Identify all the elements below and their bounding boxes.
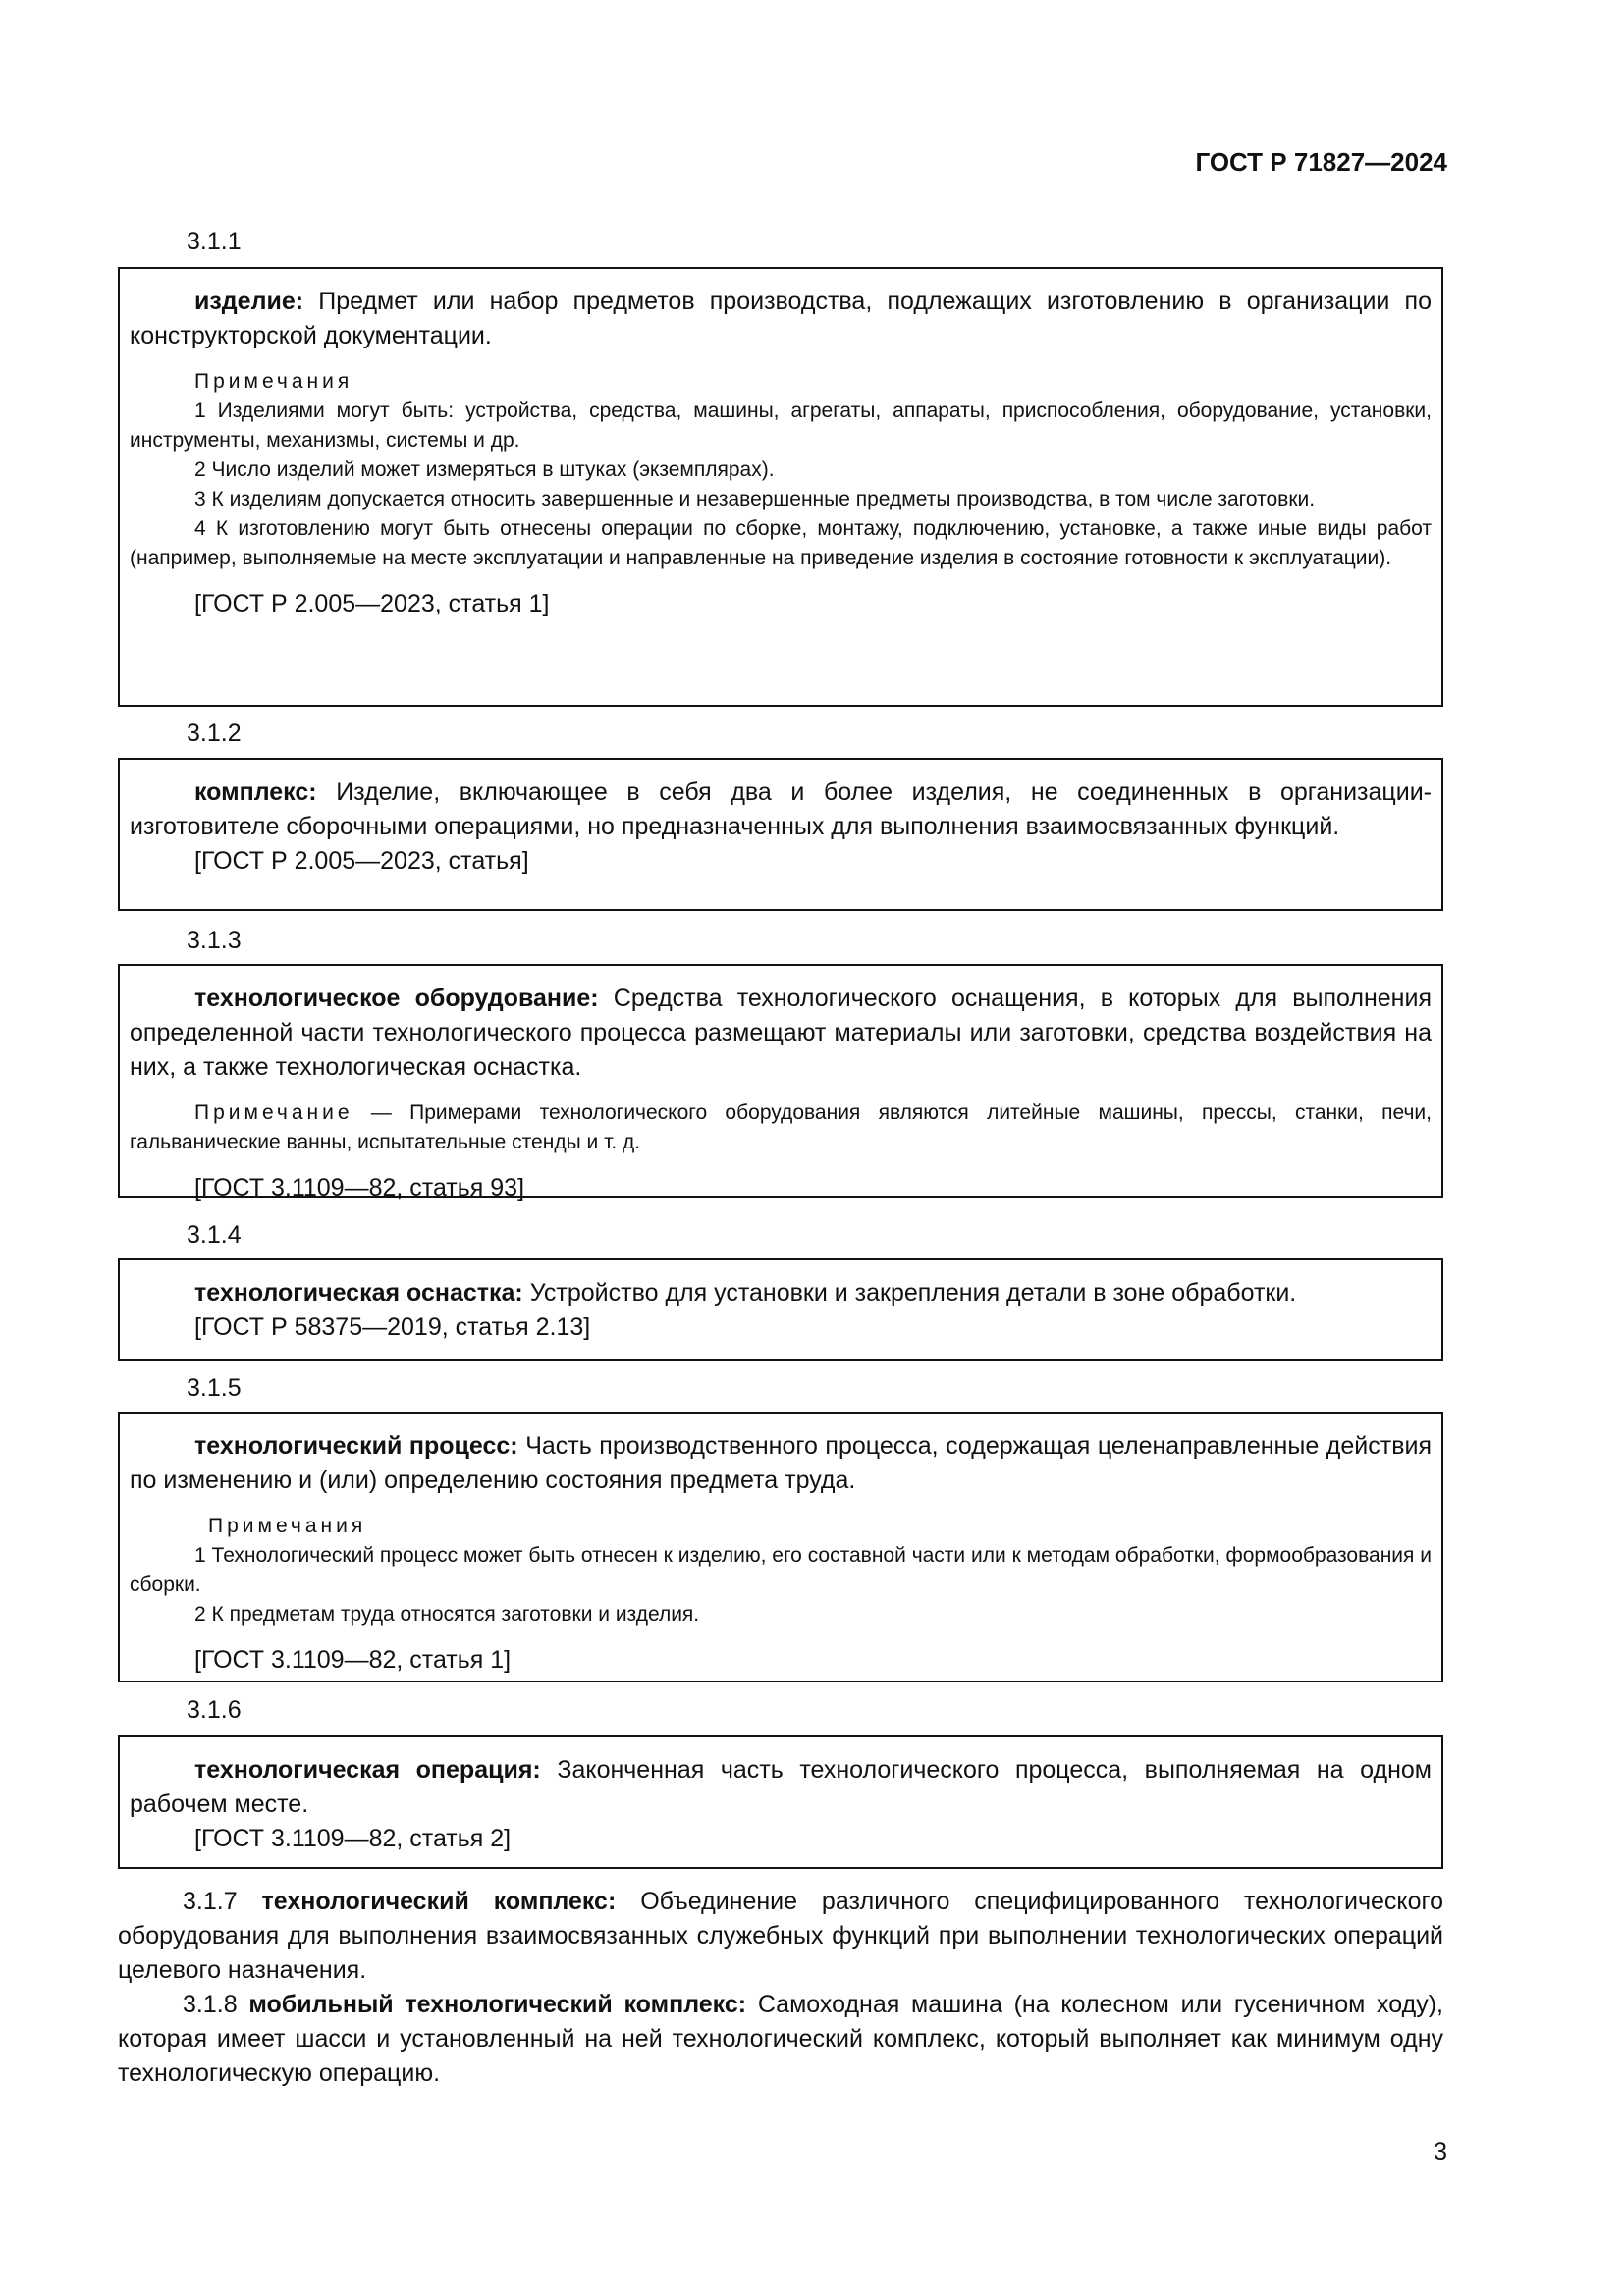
entry-number: 3.1.1 [187, 228, 242, 255]
note: 4 К изготовлению могут быть отнесены операции по сборке, монтажу, подключению, установке, а также иные виды работ (например, выполняемые на месте эксплуатации и направленные на приведение изделия в состояние готовности к эксплуатации). [130, 517, 1432, 569]
term: мобильный технологический комплекс: [248, 1991, 747, 2018]
note-label: Примечание [194, 1101, 353, 1124]
entry-number: 3.1.7 [183, 1888, 238, 1915]
free-entries [118, 1885, 1443, 2091]
term-source: [ГОСТ 3.1109—82, статья 2] [194, 1825, 512, 1852]
term-box-3-1-6 [118, 1735, 1443, 1869]
note: 1 Изделиями могут быть: устройства, средства, машины, агрегаты, аппараты, приспособления, оборудование, установки, инструменты, механизмы, системы и др. [130, 400, 1432, 452]
term-source: [ГОСТ Р 58375—2019, статья 2.13] [194, 1313, 591, 1341]
term: технологический процесс: [194, 1432, 518, 1460]
term-box-3-1-1 [118, 267, 1443, 707]
term-box-3-1-5 [118, 1412, 1443, 1682]
entry-number: 3.1.3 [187, 927, 242, 954]
term: технологическое оборудование: [194, 985, 599, 1012]
term: технологический комплекс: [261, 1888, 617, 1915]
term-box-3-1-3 [118, 964, 1443, 1201]
document-code: ГОСТ Р 71827—2024 [1195, 147, 1447, 177]
notes-title: Примечания [194, 370, 353, 393]
note: 2 Число изделий может измеряться в штуках (экземплярах). [194, 458, 775, 481]
term: технологическая оснастка: [194, 1279, 523, 1307]
term: технологическая операция: [194, 1756, 541, 1784]
term-source: [ГОСТ Р 2.005—2023, статья 1] [194, 590, 550, 617]
entry-number: 3.1.8 [183, 1991, 238, 2018]
term-definition: технологическая операция: Законченная часть технологического процесса, выполняемая на одном рабочем месте. [130, 1756, 1432, 1818]
note: 3 К изделиям допускается относить завершенные и незавершенные предметы производства, в том числе заготовки. [194, 488, 1316, 510]
entry-number: 3.1.5 [187, 1374, 242, 1402]
entry-number: 3.1.2 [187, 720, 242, 747]
term-source: [ГОСТ 3.1109—82, статья 93] [194, 1174, 525, 1201]
term-definition: технологический процесс: Часть производственного процесса, содержащая целенаправленные действия по изменению и (или) определению состояния предмета труда. [130, 1432, 1432, 1494]
term-definition: комплекс: Изделие, включающее в себя два и более изделия, не соединенных в организации-изготовителе сборочными операциями, но предназначенных для выполнения взаимосвязанных функций. [130, 778, 1432, 840]
notes-title: Примечания [208, 1515, 367, 1537]
term-definition: 3.1.7 технологический комплекс: Объединение различного специфицированного технологического оборудования для выполнения взаимосвязанных служебных функций при выполнении технологических операций целевого назначения. [118, 1888, 1443, 1984]
page-number: 3 [1434, 2138, 1447, 2165]
entry-number: 3.1.6 [187, 1696, 242, 1724]
term-definition: изделие: Предмет или набор предметов производства, подлежащих изготовлению в организации по конструкторской документации. [130, 288, 1432, 349]
note: 1 Технологический процесс может быть отнесен к изделию, его составной части или к методам обработки, формообразования и сборки. [130, 1544, 1432, 1596]
term-source: [ГОСТ Р 2.005—2023, статья] [194, 847, 529, 875]
term-definition: технологическая оснастка: Устройство для установки и закрепления детали в зоне обработки. [194, 1279, 1297, 1307]
term-definition: технологическое оборудование: Средства технологического оснащения, в которых для выполнения определенной части технологического процесса размещают материалы или заготовки, средства воздействия на них, а также технологическая оснастка. [130, 985, 1432, 1081]
term: комплекс: [194, 778, 317, 806]
note: 2 К предметам труда относятся заготовки и изделия. [194, 1603, 700, 1626]
note: Примечание — Примерами технологического оборудования являются литейные машины, прессы, станки, печи, гальванические ванны, испытательные стенды и т. д. [130, 1101, 1432, 1153]
term-box-3-1-2 [118, 758, 1443, 911]
entry-number: 3.1.4 [187, 1221, 242, 1249]
term-box-3-1-4 [118, 1258, 1443, 1361]
term-definition: 3.1.8 мобильный технологический комплекс: Самоходная машина (на колесном или гусеничном ходу), которая имеет шасси и установленный на ней технологический комплекс, который выполняет как минимум одну технологическую операцию. [118, 1991, 1443, 2087]
term-source: [ГОСТ 3.1109—82, статья 1] [194, 1646, 512, 1674]
term: изделие: [194, 288, 304, 315]
